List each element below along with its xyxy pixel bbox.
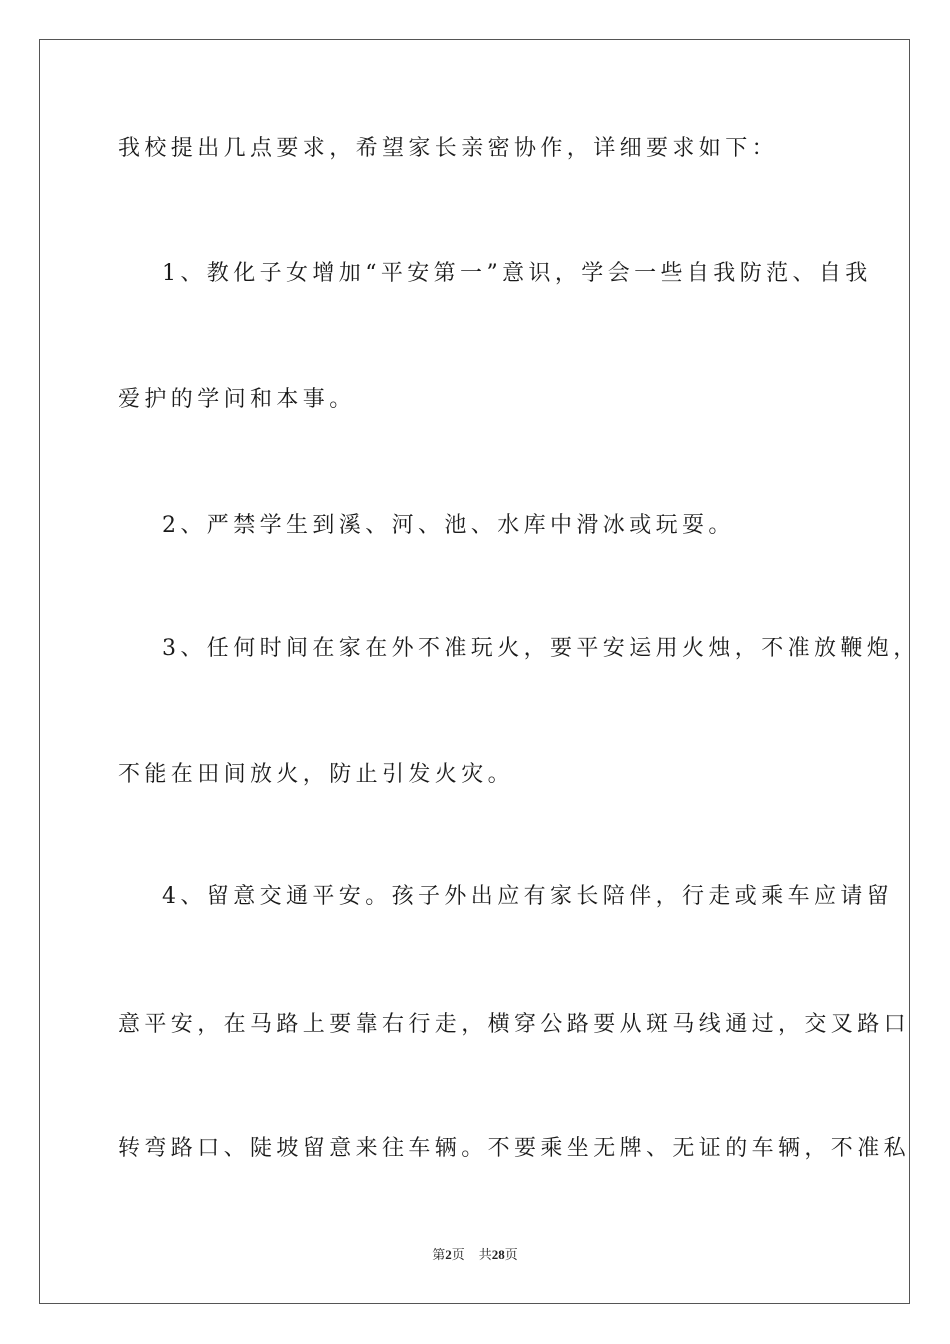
footer-total-prefix: 共 xyxy=(478,1247,492,1262)
paragraph-line-8: 意平安，在马路上要靠右行走，横穿公路要从斑马线通过，交叉路口 xyxy=(118,1012,911,1037)
footer-page-prefix: 第 xyxy=(432,1247,446,1262)
footer-total-unit: 页 xyxy=(504,1247,518,1262)
page-border xyxy=(39,39,910,1304)
footer-page-unit: 页 xyxy=(451,1247,465,1262)
paragraph-line-6: 不能在田间放火，防止引发火灾。 xyxy=(118,762,515,787)
paragraph-line-7: 4、留意交通平安。孩子外出应有家长陪伴，行走或乘车应请留 xyxy=(162,884,894,909)
paragraph-line-1: 我校提出几点要求，希望家长亲密协作，详细要求如下： xyxy=(118,136,779,161)
paragraph-line-3: 爱护的学问和本事。 xyxy=(118,387,356,412)
paragraph-line-2: 1、教化子女增加“平安第一”意识，学会一些自我防范、自我 xyxy=(162,261,872,286)
page-footer xyxy=(0,1246,950,1264)
footer-total-pages: 28 xyxy=(491,1247,505,1262)
paragraph-line-5: 3、任何时间在家在外不准玩火，要平安运用火烛，不准放鞭炮， xyxy=(162,636,920,661)
paragraph-line-4: 2、严禁学生到溪、河、池、水库中滑冰或玩耍。 xyxy=(162,513,735,538)
footer-page-number: 2 xyxy=(445,1247,452,1262)
paragraph-line-9: 转弯路口、陡坡留意来往车辆。不要乘坐无牌、无证的车辆，不准私 xyxy=(118,1136,911,1161)
